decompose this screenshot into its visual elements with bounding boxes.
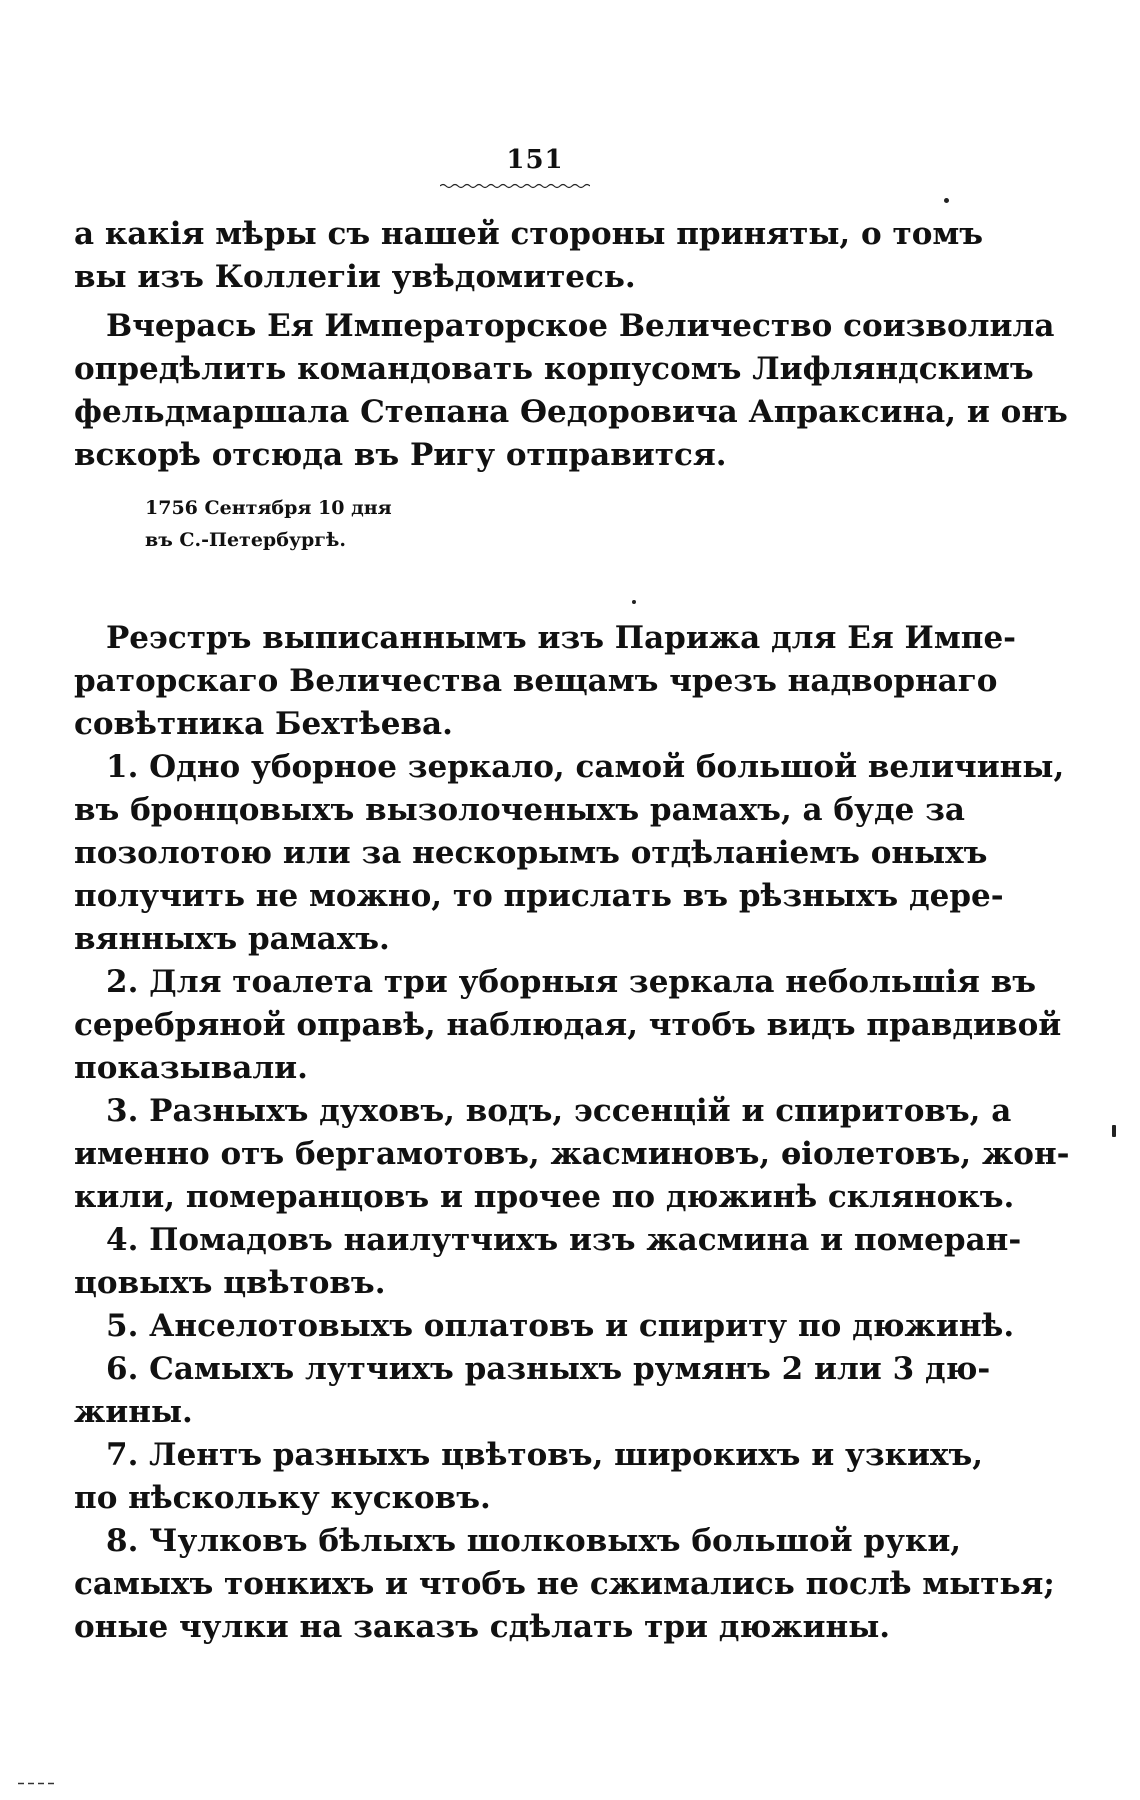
print-speck (944, 198, 949, 203)
page-number: 151 (506, 145, 564, 175)
register-item-3: 3. Разныхъ духовъ, водъ, эссенцій и спиритовъ, а (106, 1093, 1012, 1129)
register-item-1: вянныхъ рамахъ. (74, 921, 390, 957)
print-mark (18, 1782, 58, 1785)
register-item-6: 6. Самыхъ лутчихъ разныхъ румянъ 2 или 3 дю- (106, 1351, 991, 1387)
decorative-wavy-rule (440, 183, 590, 189)
register-item-1: въ бронцовыхъ вызолоченыхъ рамахъ, а буде за (74, 792, 965, 828)
register-item-1: получить не можно, то прислать въ рѣзныхъ дере- (74, 878, 1004, 914)
register-item-3: именно отъ бергамотовъ, жасминовъ, ѳіолетовъ, жон- (74, 1136, 1070, 1172)
text-line: а какія мѣры съ нашей стороны приняты, о томъ (74, 216, 984, 252)
text-line: опредѣлить командовать корпусомъ Лифляндскимъ (74, 351, 1034, 387)
date-signature (145, 492, 392, 556)
register-heading-line: Реэстръ выписаннымъ изъ Парижа для Ея Импе- (106, 620, 1017, 656)
register-item-8: самыхъ тонкихъ и чтобъ не сжимались послѣ мытья; (74, 1566, 1055, 1602)
register-item-3: кили, померанцовъ и прочее по дюжинѣ склянокъ. (74, 1179, 1015, 1215)
register-item-8: 8. Чулковъ бѣлыхъ шолковыхъ большой руки, (106, 1523, 962, 1559)
letter-closing-text (74, 213, 984, 299)
text-line: вскорѣ отсюда въ Ригу отправится. (74, 437, 727, 473)
register-item-7: по нѣскольку кусковъ. (74, 1480, 491, 1516)
print-speck (1112, 1125, 1116, 1137)
print-speck (632, 600, 636, 604)
register-item-7: 7. Лентъ разныхъ цвѣтовъ, широкихъ и узкихъ, (106, 1437, 984, 1473)
register-item-2: серебряной оправѣ, наблюдая, чтобъ видъ правдивой (74, 1007, 1062, 1043)
text-line: Вчерась Ея Императорское Величество соизволила (106, 308, 1055, 344)
register-item-1: 1. Одно уборное зеркало, самой большой величины, (106, 749, 1065, 785)
register-item-4: цовыхъ цвѣтовъ. (74, 1265, 386, 1301)
register-item-2: показывали. (74, 1050, 308, 1086)
register-item-4: 4. Помадовъ наилутчихъ изъ жасмина и померан- (106, 1222, 1022, 1258)
signature-date: 1756 Сентября 10 дня (145, 497, 392, 519)
register-item-1: позолотою или за нескорымъ отдѣланіемъ оныхъ (74, 835, 988, 871)
register-list (74, 617, 1070, 1649)
text-line: вы изъ Коллегіи увѣдомитесь. (74, 259, 636, 295)
apraksin-paragraph (74, 305, 1068, 477)
register-item-2: 2. Для тоалета три уборныя зеркала небольшія въ (106, 964, 1037, 1000)
register-heading-line: раторскаго Величества вещамъ чрезъ надворнаго (74, 663, 998, 699)
register-item-8: оные чулки на заказъ сдѣлать три дюжины. (74, 1609, 891, 1645)
register-heading-line: совѣтника Бехтѣева. (74, 706, 453, 742)
text-line: фельдмаршала Степана Ѳедоровича Апраксина, и онъ (74, 394, 1068, 430)
signature-place: въ С.-Петербургѣ. (145, 529, 346, 551)
register-item-5: 5. Анселотовыхъ оплатовъ и спириту по дюжинѣ. (106, 1308, 1015, 1344)
register-item-6: жины. (74, 1394, 193, 1430)
